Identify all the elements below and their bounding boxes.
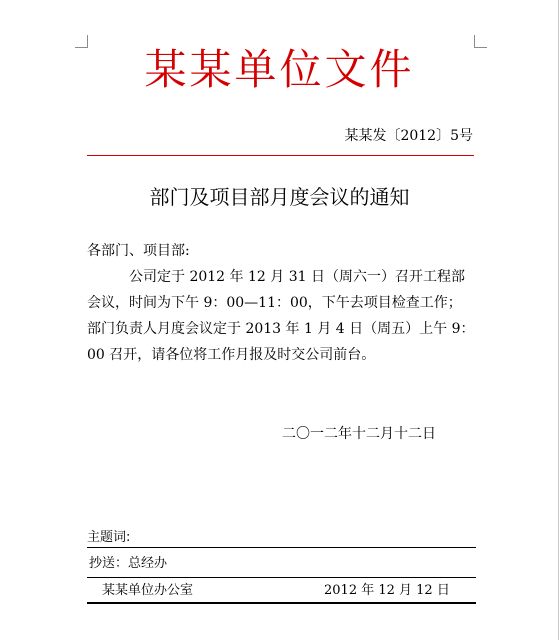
notice-title: 部门及项目部月度会议的通知: [149, 185, 410, 209]
body-line: 会议，时间为下午 9：00—11：00，下午去项目检查工作；: [87, 295, 462, 311]
body-line: 公司定于 2012 年 12 月 31 日（周六一）召开工程部: [129, 269, 465, 285]
red-separator-line: [87, 155, 474, 156]
footer-rule-top: [87, 547, 476, 548]
body-line: 00 召开，请各位将工作月报及时交公司前台。: [87, 347, 376, 363]
document-number: 某某发〔2012〕5号: [344, 128, 473, 144]
salutation: 各部门、项目部:: [87, 243, 190, 259]
subject-keywords-label: 主题词:: [87, 530, 131, 545]
notice-body: [87, 238, 479, 368]
footer-rule-middle: [87, 577, 476, 578]
document-header-title: 某某单位文件: [144, 45, 415, 94]
cc-recipients: 抄送：总经办: [89, 556, 168, 571]
signature-date: 二〇一二年十二月十二日: [282, 426, 436, 442]
issuing-office: 某某单位办公室: [102, 583, 194, 598]
body-line: 部门负责人月度会议定于 2013 年 1 月 4 日（周五）上午 9：: [87, 321, 475, 337]
issue-date: 2012 年 12 月 12 日: [324, 583, 450, 598]
footer-rule-bottom: [87, 602, 476, 604]
